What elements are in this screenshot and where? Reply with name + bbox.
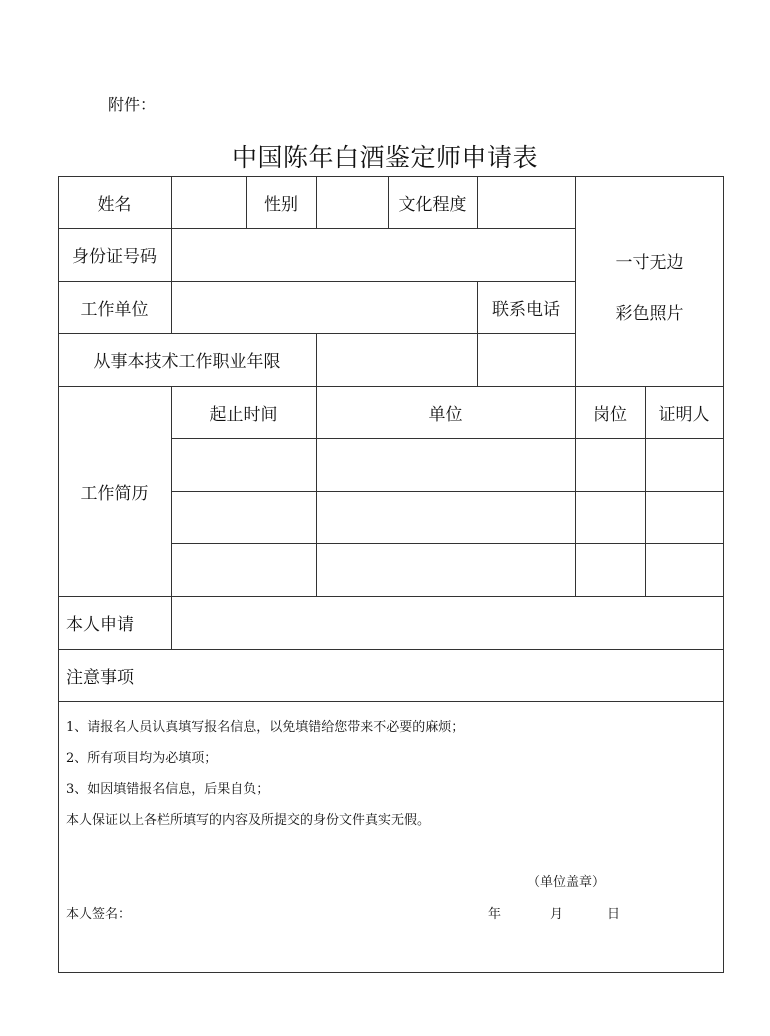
resume-row-2-position[interactable] (576, 492, 645, 543)
resume-row-3-period[interactable] (172, 544, 316, 596)
attachment-label: 附件： (108, 95, 157, 114)
resume-row-1-witness[interactable] (646, 439, 723, 491)
resume-row-3-unit[interactable] (317, 544, 575, 596)
gender-field[interactable] (317, 177, 388, 228)
resume-row-3-witness[interactable] (646, 544, 723, 596)
resume-row-2-period[interactable] (172, 492, 316, 543)
resume-label: 工作简历 (80, 483, 149, 504)
resume-row-1-unit[interactable] (317, 439, 575, 491)
application-label: 本人申请 (66, 615, 134, 635)
resume-row-3-position[interactable] (576, 544, 645, 596)
id-number-label: 身份证号码 (72, 247, 157, 267)
resume-row-1-period[interactable] (172, 439, 316, 491)
notes-heading: 注意事项 (66, 667, 134, 688)
signature-field[interactable] (140, 898, 440, 922)
years-label: 从事本技术工作职业年限 (93, 352, 281, 372)
form-title: 中国陈年白酒鉴定师申请表 (231, 143, 538, 172)
years-field[interactable] (317, 334, 477, 386)
seal-label: （单位盖章） (527, 875, 606, 890)
education-label: 文化程度 (398, 194, 467, 215)
guarantee-statement: 本人保证以上各栏所填写的内容及所提交的身份文件真实无假。 (66, 813, 431, 828)
work-unit-field[interactable] (172, 282, 477, 333)
photo-spec-line2: 彩色照片 (615, 303, 684, 324)
resume-header-unit: 单位 (428, 404, 463, 425)
work-unit-label: 工作单位 (80, 299, 149, 320)
name-label: 姓名 (97, 194, 132, 215)
date-month-label: 月 (550, 907, 564, 922)
resume-header-position: 岗位 (593, 404, 627, 425)
gender-label: 性别 (264, 194, 298, 215)
note-item-1: 1、请报名人员认真填写报名信息，以免填错给您带来不必要的麻烦； (66, 720, 465, 735)
note-item-2: 2、所有项目均为必填项； (66, 751, 218, 766)
resume-header-period: 起止时间 (209, 404, 278, 425)
phone-field[interactable] (478, 334, 575, 386)
name-field[interactable] (172, 177, 246, 228)
resume-row-2-unit[interactable] (317, 492, 575, 543)
phone-label: 联系电话 (492, 299, 560, 320)
resume-header-witness: 证明人 (658, 404, 710, 425)
note-item-3: 3、如因填错报名信息，后果自负； (66, 782, 270, 797)
date-day-label: 日 (607, 907, 621, 922)
application-field[interactable] (172, 597, 723, 649)
signature-label: 本人签名： (66, 907, 132, 922)
date-year-label: 年 (488, 907, 502, 922)
resume-row-2-witness[interactable] (646, 492, 723, 543)
education-field[interactable] (478, 177, 575, 228)
photo-spec-line1: 一寸无边 (615, 252, 684, 273)
resume-row-1-position[interactable] (576, 439, 645, 491)
id-number-field[interactable] (172, 229, 575, 281)
